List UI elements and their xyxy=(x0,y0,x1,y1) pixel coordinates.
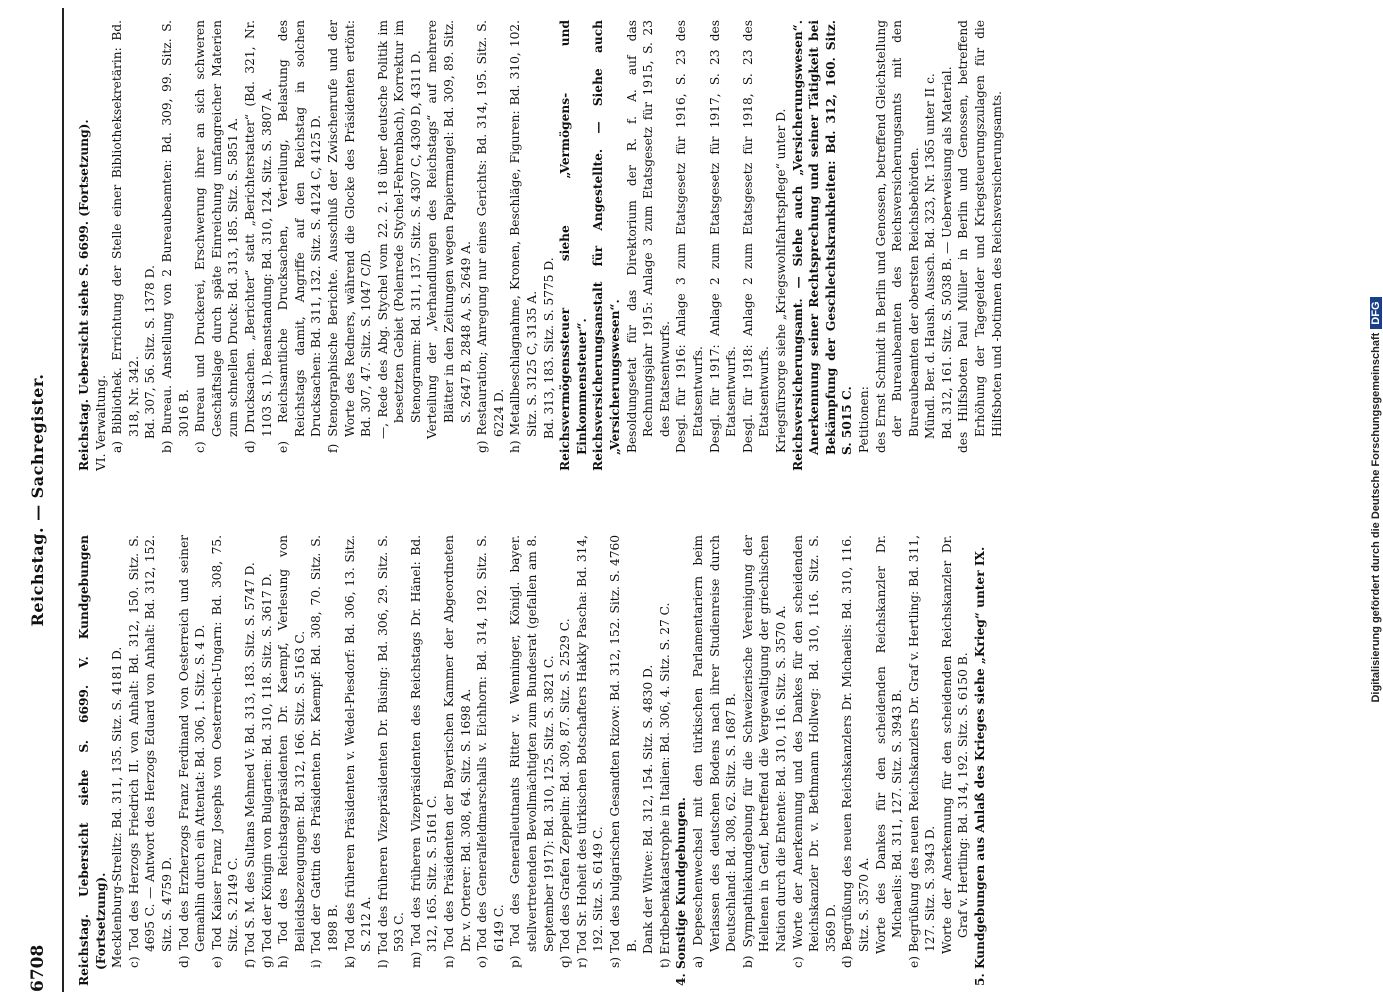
index-entry: Dank der Witwe: Bd. 312, 154. Sitz. S. 4830 D. xyxy=(641,664,656,954)
index-entry: des Ernst Schmidt in Berlin und Genossen, betreffend Gleichstellung der Bureaubeamten des Reichsversicherungsamts mit den Bureaubeamten der obersten Reichsbehörden. xyxy=(873,20,921,453)
index-entry: des Hilfsboten Paul Müller in Berlin und Genossen, betreffend Erhöhung der Tagegelder und Kriegsteuerungszulagen für die Hilfsboten und -botinnen des Reichsversicherungsamts. xyxy=(956,20,1004,453)
index-entry: f) Tod S. M. des Sultans Mehmed V: Bd. 313, 183. Sitz. S. 5747 D. xyxy=(242,562,257,968)
page-number: 6708 xyxy=(28,944,48,992)
index-entry: —, Rede des Abg. Stychel vom 22. 2. 18 über deutsche Politik im besetzten Gebiet (Polenrede Stychel-Fehrenbach), Korrektur im Stenogramm: Bd. 311, 137. Sitz. S. 4307 C, 4309 D, 4311 D. xyxy=(375,20,423,439)
index-entry: o) Tod des Generalfeldmarschalls v. Eichhorn: Bd. 314, 192. Sitz. S. 6149 C. xyxy=(475,535,506,968)
index-entry: Mündl. Ber. d. Haush. Aussch. Bd. 323, Nr. 1365 unter II c. xyxy=(923,73,938,439)
index-entry: VI. Verwaltung. xyxy=(93,375,108,471)
index-entry: s) Tod des bulgarischen Gesandten Rizow: Bd. 312, 152. Sitz. S. 4760 B. xyxy=(608,535,639,968)
credit-text: Digitalisierung gefördert durch die Deutsche Forschungsgemeinschaft xyxy=(1370,332,1382,703)
running-title: Reichstag. — Sachregister. xyxy=(28,373,47,627)
index-entry: Reichstag. Uebersicht siehe S. 6699. (Fortsetzung). xyxy=(77,119,91,471)
index-entry: Desgl. für 1917: Anlage 2 zum Etatsgesetz für 1917, S. 23 des Etatsentwurfs. xyxy=(707,20,739,453)
index-entry: h) Tod des Reichstagspräsidenten Dr. Kaempf, Verlesung von Beileidsbezeugungen: Bd. 312, 166. Sitz. S. 5163 C. xyxy=(276,535,307,968)
index-entry: d) Begrüßung des neuen Reichskanzlers Dr. Michaelis: Bd. 310, 116. Sitz. S. 3570 A. xyxy=(840,535,871,968)
index-entry: h) Metallbeschlagnahme, Kronen, Beschläge, Figuren: Bd. 310, 102. Sitz. S. 3125 C, 3135 A. xyxy=(508,20,540,453)
index-entry: d) Tod des Erzherzogs Franz Ferdinand von Oesterreich und seiner Gemahlin durch ein Attentat: Bd. 306, 1. Sitz. S. 4 D. xyxy=(176,535,208,968)
index-entry: Verteilung der „Verhandlungen des Reichstags“ auf mehrere Blätter in den Zeitungen wegen Papiermangel: Bd. 309, 89. Sitz. S. 2647 B, 2848 A, S. 2649 A. xyxy=(425,20,473,439)
index-entry: Kriegsfürsorge siehe „Kriegswohlfahrtspflege“ unter D. xyxy=(773,108,788,453)
index-entry: t) Erdbebenkatastrophe in Italien: Bd. 306, 4. Sitz. S. 27 C. xyxy=(657,602,672,968)
index-entry: r) Tod Sr. Hoheit des türkischen Botschafters Hakky Pascha: Bd. 314, 192. Sitz. S. 6149 C. xyxy=(574,535,606,968)
index-entry: Reichsversicherungsamt. — Siehe auch „Versicherungswesen“. Anerkennung seiner Rechtsprechung und seiner Tätigkeit bei Bekämpfung der Geschlechtskrankheiten: Bd. 312, 160. Sitz. S. 5015 C. xyxy=(790,20,855,471)
index-entry: Bd. 307, 56. Sitz. S. 1378 D. xyxy=(143,265,158,439)
index-entry: b) Bureau. Anstellung von 2 Bureaubeamten: Bd. 309, 99. Sitz. S. 3016 B. xyxy=(159,20,191,453)
index-column-left xyxy=(76,535,989,990)
index-entry: Desgl. für 1918: Anlage 2 zum Etatsgesetz für 1918, S. 23 des Etatsentwurfs. xyxy=(740,20,772,453)
index-entry: Bd. 313, 183. Sitz. S. 5775 D. xyxy=(541,257,556,439)
index-entry: Worte der Anerkennung für den scheidenden Reichskanzler Dr. Graf v. Hertling: Bd. 314, 192. Sitz. S. 6150 B. xyxy=(939,535,971,954)
index-entry: c) Tod des Herzogs Friedrich II. von Anhalt: Bd. 312, 150. Sitz. S. 4695 C. — Antwort des Herzogs Eduard von Anhalt: Bd. 312, 152. Sitz. S. 4759 D. xyxy=(126,535,174,968)
index-entry: Reichsvermögenssteuer siehe „Vermögens- und Einkommensteuer“. xyxy=(558,20,589,471)
index-entry: q) Tod des Grafen Zeppelin: Bd. 309, 87. Sitz. S. 2529 C. xyxy=(558,618,573,968)
index-entry: f) Stenographische Berichte. Ausschluß der Zwischenrufe und der Worte des Redners, während die Glocke des Präsidenten ertönt: Bd. 307, 47. Sitz. S. 1047 C/D. xyxy=(325,20,374,453)
index-entry: p) Tod des Generalleutnants Ritter v. Wenninger, Königl. bayer. stellvertretenden Bevollmächtigten zum Bundesrat (gefallen am 8. September 1917): Bd. 310, 125. Sitz. S. 3821 C. xyxy=(508,535,556,968)
index-entry: 4. Sonstige Kundgebungen. xyxy=(674,797,689,986)
dfg-logo: DFG xyxy=(1370,297,1382,328)
index-entry: d) Drucksachen. „Berichter“ statt „Berichterstatter“ (Bd. 321, Nr. 1103 S. 1). Beanstandung: Bd. 310, 124. Sitz. S. 3807 A. xyxy=(242,20,274,453)
index-entry: a) Bibliothek. Errichtung der Stelle einer Bibliotheksekretärin: Bd. 318, Nr. 342. xyxy=(110,20,141,453)
index-entry: n) Tod des Präsidenten der Bayerischen Kammer der Abgeordneten Dr. v. Orterer: Bd. 308, 64. Sitz. S. 1698 A. xyxy=(442,535,473,968)
digitization-credit xyxy=(1370,40,1382,960)
index-entry: Reichsversicherungsanstalt für Angestellte. — Siehe auch „Versicherungswesen“. xyxy=(591,20,622,471)
index-column-right xyxy=(76,20,1005,475)
index-entry: Mecklenburg-Strelitz: Bd. 311, 135. Sitz. S. 4181 D. xyxy=(110,646,125,968)
index-entry: 5. Kundgebungen aus Anlaß des Krieges siehe „Krieg“ unter IX. xyxy=(973,546,988,986)
index-entry: g) Tod der Königin von Bulgarien: Bd. 310, 118. Sitz. S. 3617 D. xyxy=(259,573,274,968)
index-entry: Petitionen: xyxy=(856,386,871,453)
index-entry: k) Tod des früheren Präsidenten v. Wedel-Piesdorf: Bd. 306, 13. Sitz. S. 212 A. xyxy=(342,535,374,968)
index-entry: c) Bureau und Druckerei, Erschwerung ihrer an sich schweren Geschäftslage durch späte Einreichung umfangreicher Materien zum schnellen Druck: Bd. 313, 185. Sitz. S. 5851 A. xyxy=(193,20,241,453)
page-header xyxy=(0,0,60,1000)
index-entry: e) Tod Kaiser Franz Josephs von Oesterreich-Ungarn: Bd. 308, 75. Sitz. S. 2149 C. xyxy=(209,535,241,968)
index-entry: g) Restauration; Anregung nur eines Gerichts: Bd. 314, 195. Sitz. S. 6224 D. xyxy=(475,20,506,453)
index-entry: e) Begrüßung des neuen Reichskanzlers Dr. Graf v. Hertling: Bd. 311, 127. Sitz. S. 3943 D. xyxy=(906,535,938,968)
index-entry: b) Sympathiekundgebung für die Schweizerische Vereinigung der Hellenen in Genf, betreffend die Vergewaltigung der griechischen Nation durch die Entente: Bd. 310, 116. Sitz. S. 3570 A. xyxy=(740,535,788,968)
index-entry: c) Worte der Anerkennung und des Dankes für den scheidenden Reichskanzler Dr. v. Bethmann Hollweg: Bd. 310, 116. Sitz. S. 3569 D. xyxy=(790,535,838,968)
index-entry: a) Depeschenwechsel mit den türkischen Parlamentariern beim Verlassen des deutschen Bodens nach ihrer Studienreise durch Deutschland: Bd. 308, 62. Sitz. S. 1687 B. xyxy=(690,535,739,968)
index-entry: Worte des Dankes für den scheidenden Reichskanzler Dr. Michaelis: Bd. 311, 127. Sitz. S. 3943 B. xyxy=(873,535,905,954)
index-entry: Bd. 312, 161. Sitz. S. 5038 B. — Ueberweisung als Material. xyxy=(939,66,954,439)
header-rule xyxy=(62,8,64,992)
index-entry: Desgl. für 1916: Anlage 3 zum Etatsgesetz für 1916, S. 23 des Etatsentwurfs. xyxy=(674,20,705,453)
index-entry: Reichstag. Uebersicht siehe S. 6699. V. Kundgebungen (Fortsetzung). xyxy=(77,535,108,986)
index-entry: l) Tod des früheren Vizepräsidenten Dr. Büsing: Bd. 306, 29. Sitz. S. 593 C. xyxy=(375,535,407,968)
index-entry: m) Tod des früheren Vizepräsidenten des Reichstags Dr. Hänel: Bd. 312, 165. Sitz. S. 5161 C. xyxy=(408,535,440,968)
index-entry: Besoldungsetat für das Direktorium der R. f. A. auf das Rechnungsjahr 1915: Anlage 3 zum Etatsgesetz für 1915, S. 23 des Etatsentwurfs. xyxy=(624,20,672,453)
index-entry: e) Reichsamtliche Drucksachen, Verteilung, Belastung des Reichstags damit, Angriffe auf den Reichstag in solchen Drucksachen: Bd. 311, 132. Sitz. S. 4124 C, 4125 D. xyxy=(276,20,324,453)
index-entry: i) Tod der Gattin des Präsidenten Dr. Kaempf: Bd. 308, 70. Sitz. S. 1898 B. xyxy=(309,535,340,968)
